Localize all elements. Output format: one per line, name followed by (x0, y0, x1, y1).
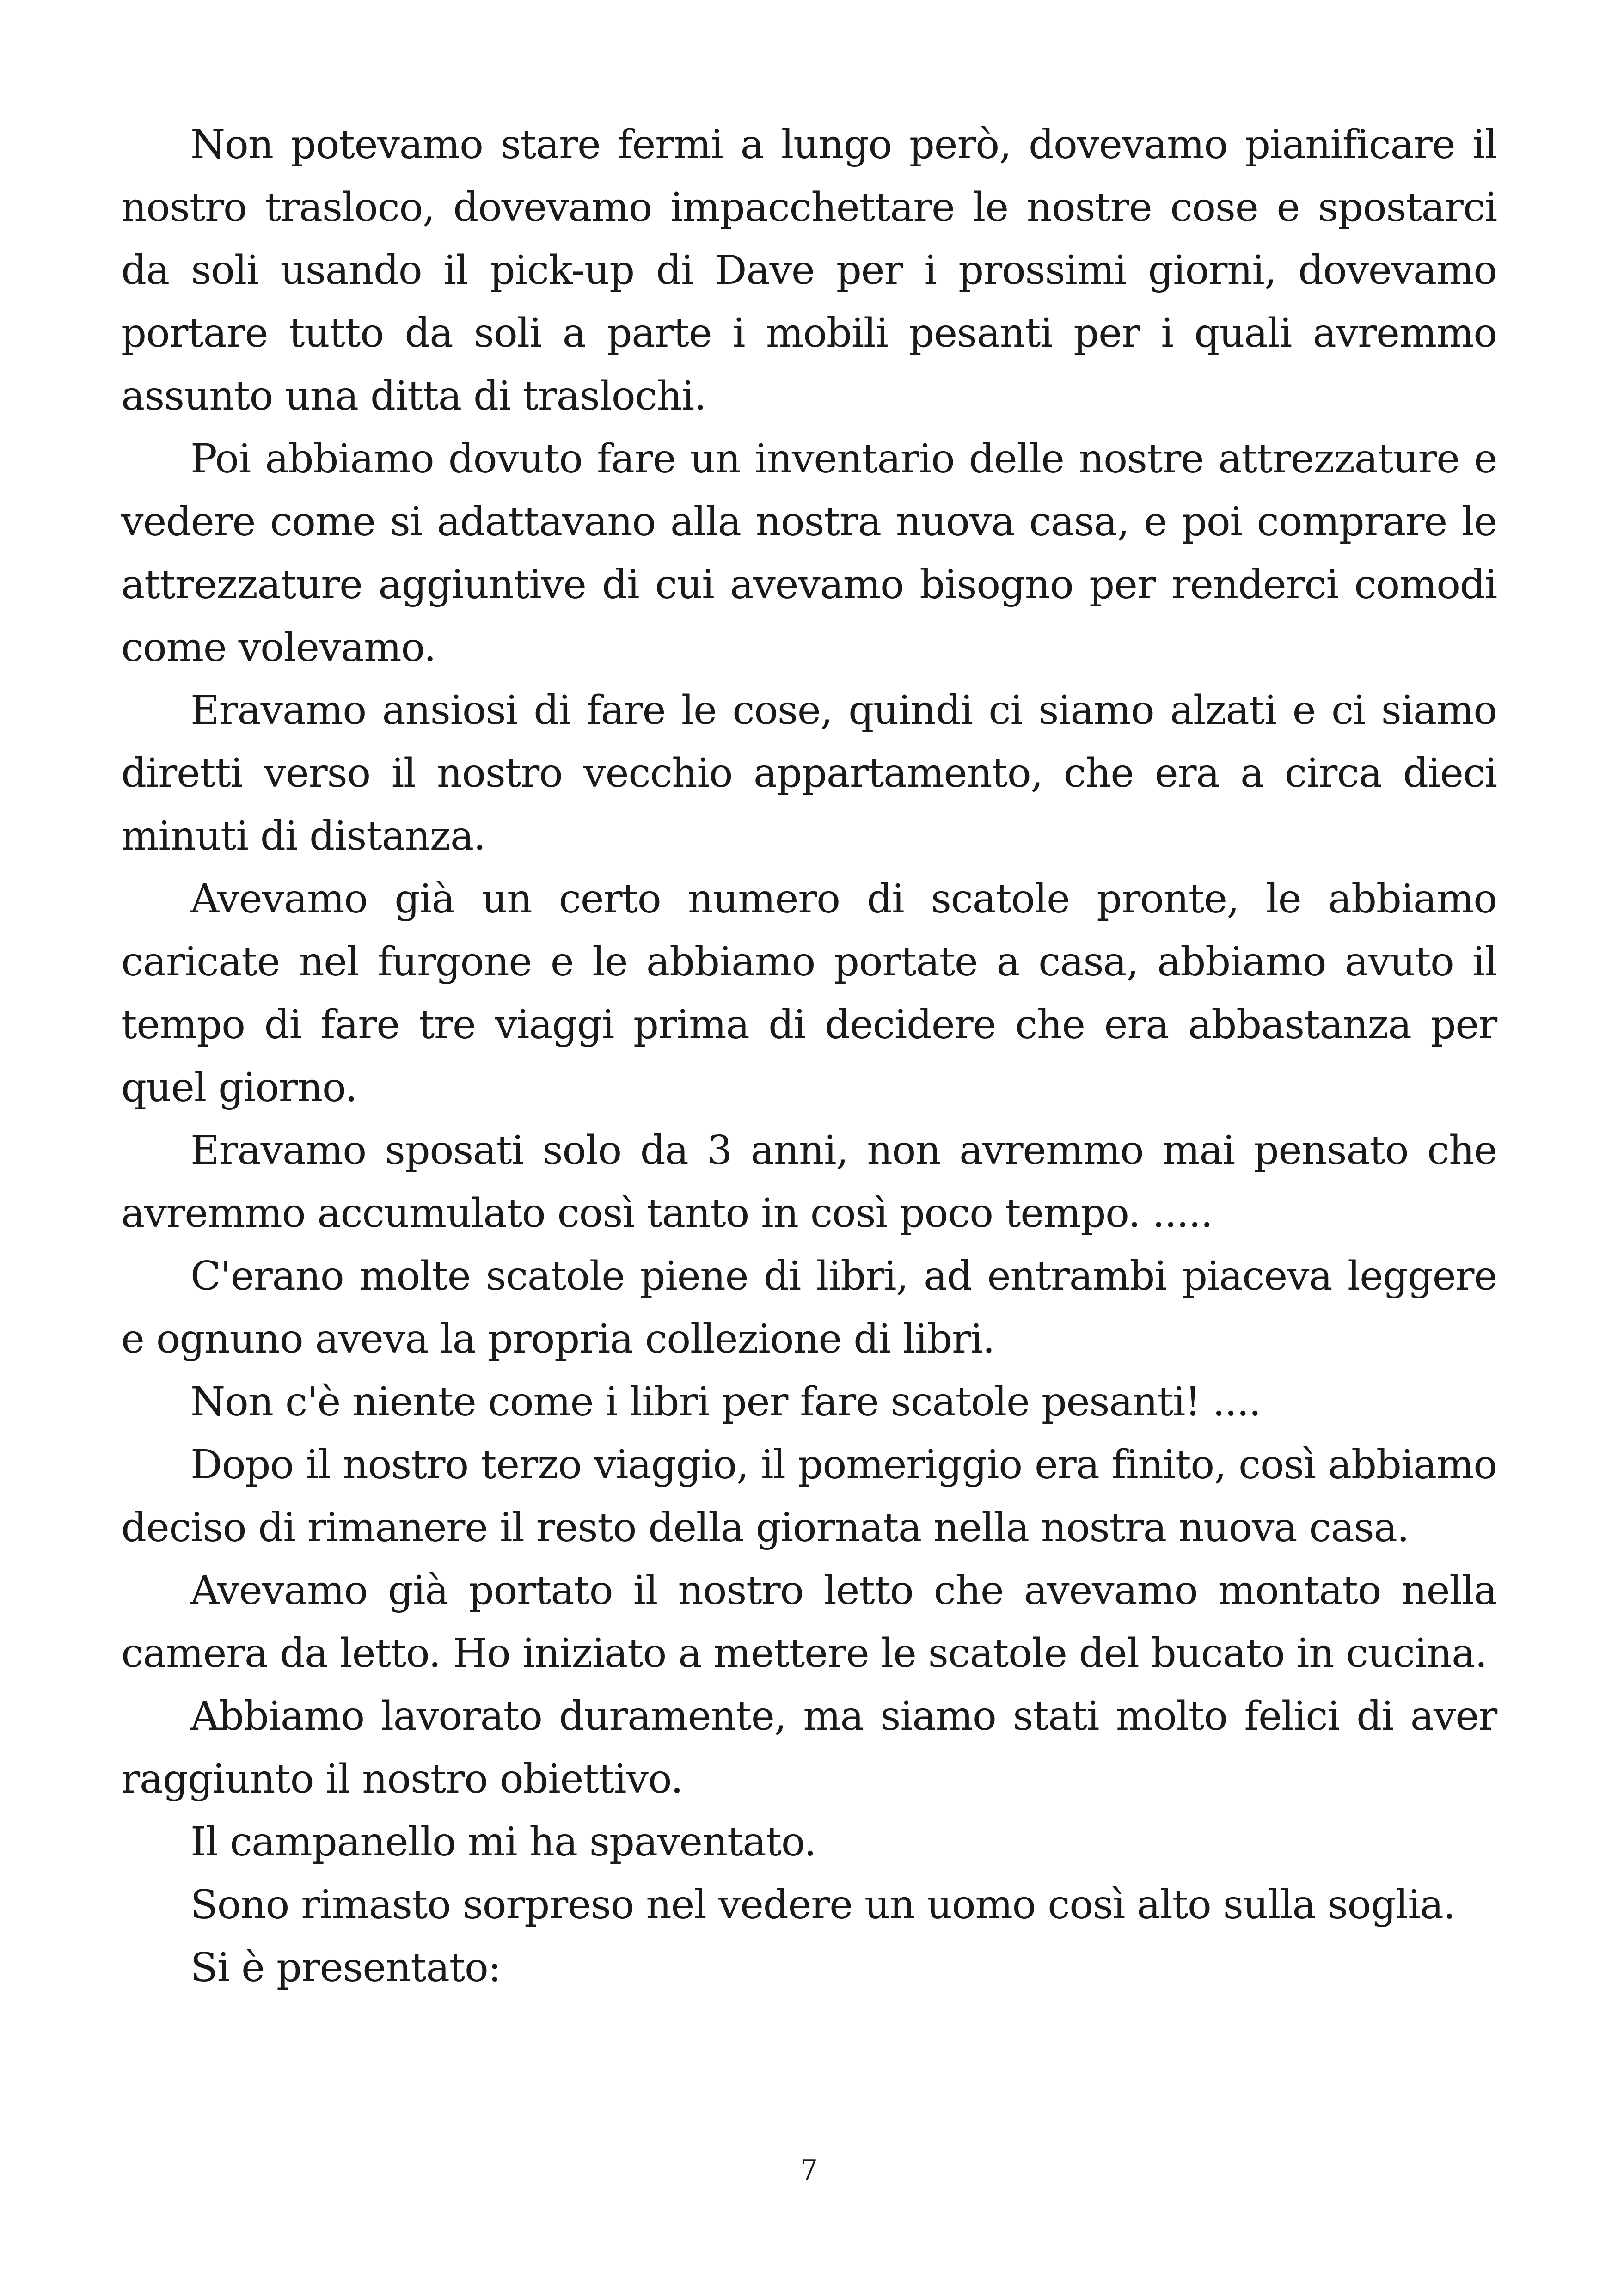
paragraph-9: Avevamo già portato il nostro letto che avevamo montato nella camera da letto. Ho iniziato a mettere le scatole del bucato in cucina. (121, 1567, 1497, 1677)
paragraph-13: Si è presentato: (190, 1945, 501, 1991)
body-text (121, 113, 1497, 1999)
paragraph-2: Poi abbiamo dovuto fare un inventario delle nostre attrezzature e vedere come si adattavano alla nostra nuova casa, e poi comprare le attrezzature aggiuntive di cui avevamo bisogno per renderci comodi come volevamo. (121, 436, 1497, 671)
paragraph-12: Sono rimasto sorpreso nel vedere un uomo così alto sulla soglia. (190, 1882, 1455, 1928)
paragraph-7: Non c'è niente come i libri per fare scatole pesanti! .... (190, 1379, 1261, 1425)
paragraph-11: Il campanello mi ha spaventato. (190, 1819, 816, 1865)
paragraph-1: Non potevamo stare fermi a lungo però, dovevamo pianificare il nostro trasloco, dovevamo impacchettare le nostre cose e spostarci da soli usando il pick-up di Dave per i prossimi giorni, dovevamo portare tutto da soli a parte i mobili pesanti per i quali avremmo assunto una ditta di traslochi. (121, 122, 1497, 419)
page-number: 7 (800, 2154, 818, 2186)
paragraph-10: Abbiamo lavorato duramente, ma siamo stati molto felici di aver raggiunto il nostro obiettivo. (121, 1693, 1497, 1802)
paragraph-5: Eravamo sposati solo da 3 anni, non avremmo mai pensato che avremmo accumulato così tanto in così poco tempo. ..... (121, 1127, 1497, 1237)
paragraph-4: Avevamo già un certo numero di scatole pronte, le abbiamo caricate nel furgone e le abbiamo portate a casa, abbiamo avuto il tempo di fare tre viaggi prima di decidere che era abbastanza per quel giorno. (121, 876, 1497, 1111)
paragraph-6: C'erano molte scatole piene di libri, ad entrambi piaceva leggere e ognuno aveva la propria collezione di libri. (121, 1253, 1497, 1362)
paragraph-8: Dopo il nostro terzo viaggio, il pomeriggio era finito, così abbiamo deciso di rimanere il resto della giornata nella nostra nuova casa. (121, 1442, 1497, 1551)
paragraph-3: Eravamo ansiosi di fare le cose, quindi ci siamo alzati e ci siamo diretti verso il nostro vecchio appartamento, che era a circa dieci minuti di distanza. (121, 687, 1497, 859)
